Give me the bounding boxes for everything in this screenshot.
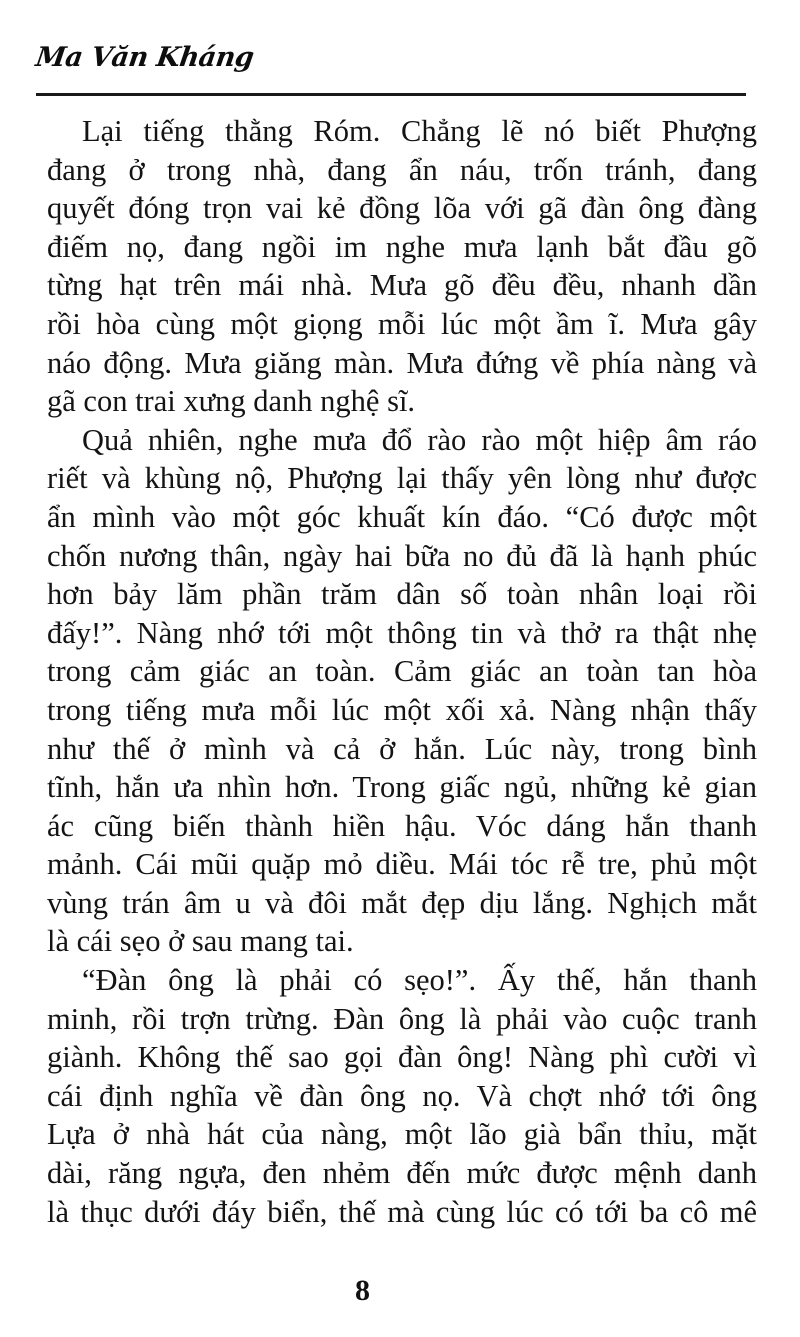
paragraph-3 [47,961,757,1231]
text-line: ẩn mình vào một góc khuất kín đáo. “Có được một [47,499,757,534]
text-line: rồi hòa cùng một giọng mỗi lúc một ầm ĩ. Mưa gây [47,306,757,341]
text-line: từng hạt trên mái nhà. Mưa gõ đều đều, nhanh dần [47,268,757,303]
text-line: vùng trán âm u và đôi mắt đẹp dịu lắng. Nghịch mắt [47,885,757,920]
text-line: cái định nghĩa về đàn ông nọ. Và chợt nhớ tới ông [47,1078,757,1113]
text-line: hơn bảy lăm phần trăm dân số toàn nhân loại rồi [47,577,757,612]
header-rule [36,93,746,96]
text-line: đấy!”. Nàng nhớ tới một thông tin và thở ra thật nhẹ [47,615,757,650]
text-line: náo động. Mưa giăng màn. Mưa đứng về phía nàng và [47,345,757,380]
text-line: Lại tiếng thằng Róm. Chẳng lẽ nó biết Phượng [82,114,757,148]
paragraph-1 [47,112,757,421]
text-line: trong tiếng mưa mỗi lúc một xối xả. Nàng nhận thấy [47,692,757,727]
text-line: riết và khùng nộ, Phượng lại thấy yên lòng như được [47,461,757,496]
text-line: đang ở trong nhà, đang ẩn náu, trốn tránh, đang [47,152,757,187]
text-line: Lựa ở nhà hát của nàng, một lão già bẩn thỉu, mặt [47,1117,757,1152]
paragraph-2 [47,421,757,961]
text-line: mảnh. Cái mũi quặp mỏ diều. Mái tóc rễ tre, phủ một [47,847,757,882]
text-line: là cái sẹo ở sau mang tai. [47,924,354,959]
page-number: 8 [355,1274,370,1307]
text-line: “Đàn ông là phải có sẹo!”. Ấy thế, hắn thanh [82,963,757,998]
text-line: gã con trai xưng danh nghệ sĩ. [47,384,416,419]
body-text [47,112,757,1231]
text-line: Quả nhiên, nghe mưa đổ rào rào một hiệp âm ráo [82,422,757,457]
text-line: trong cảm giác an toàn. Cảm giác an toàn tan hòa [47,654,757,689]
text-line: tĩnh, hắn ưa nhìn hơn. Trong giấc ngủ, những kẻ gian [47,770,757,805]
text-line: như thế ở mình và cả ở hắn. Lúc này, trong bình [47,731,757,766]
text-line: minh, rồi trợn trừng. Đàn ông là phải vào cuộc tranh [47,1001,757,1036]
text-line: điếm nọ, đang ngồi im nghe mưa lạnh bắt đầu gõ [47,229,757,264]
text-line: chốn nương thân, ngày hai bữa no đủ đã là hạnh phúc [47,538,757,573]
text-line: là thục dưới đáy biển, thế mà cùng lúc có tới ba cô mê [47,1194,757,1229]
text-line: ác cũng biến thành hiền hậu. Vóc dáng hắn thanh [47,808,757,843]
running-head-author: Ma Văn Kháng [33,42,256,73]
text-line: quyết đóng trọn vai kẻ đồng lõa với gã đàn ông đàng [47,191,757,226]
text-line: dài, răng ngựa, đen nhẻm đến mức được mệnh danh [47,1156,757,1191]
text-line: giành. Không thế sao gọi đàn ông! Nàng phì cười vì [47,1040,757,1075]
